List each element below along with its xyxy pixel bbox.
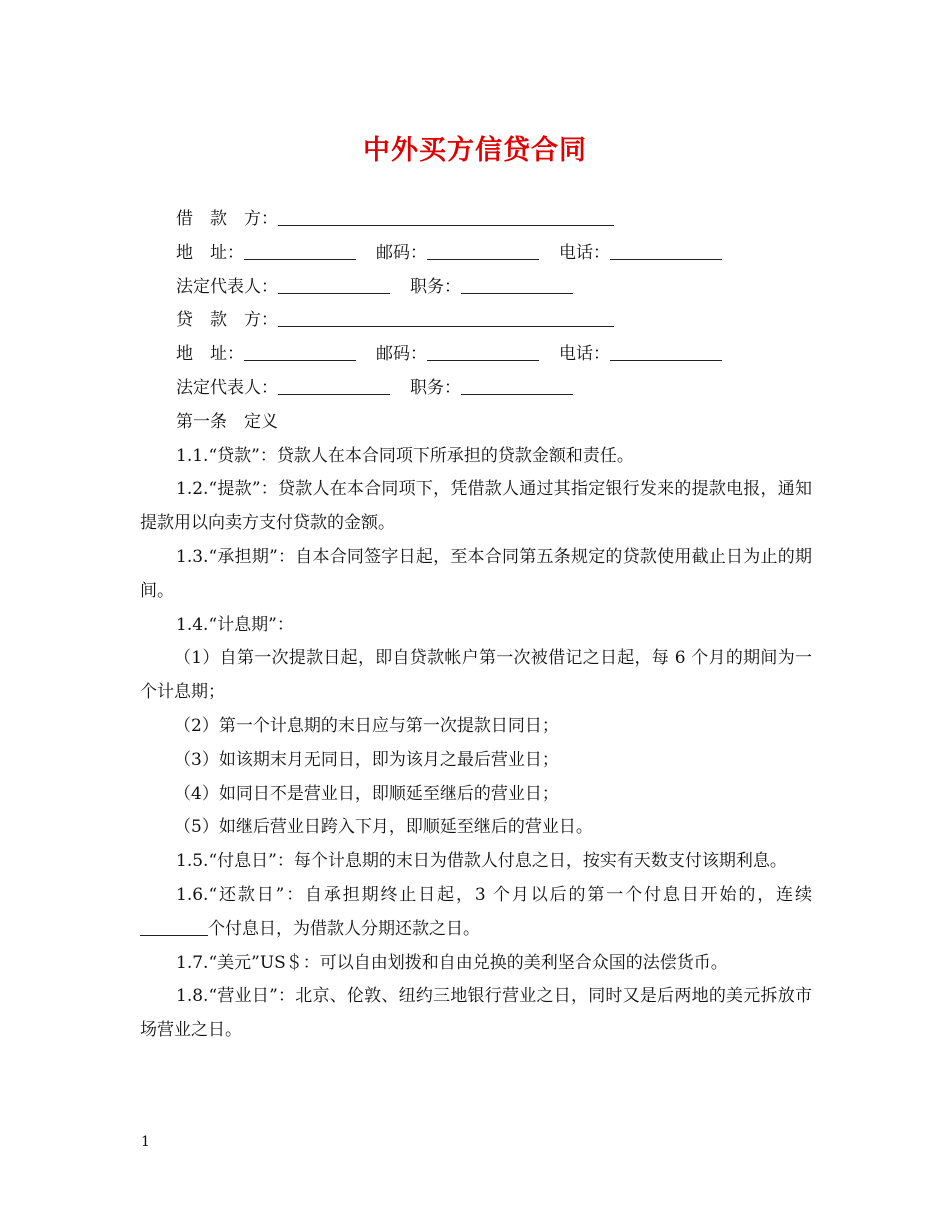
borrower-label: 借 款 方： — [176, 209, 278, 229]
definition-1-5: 1.5.“付息日”：每个计息期的末日为借款人付息之日，按实有天数支付该期利息。 — [176, 851, 787, 872]
definition-1-4: 1.4.“计息期”： — [176, 614, 294, 635]
position-label: 职务： — [410, 276, 461, 297]
definition-1-4-item: （2）第一个计息期的末日应与第一次提款日同日； — [174, 715, 559, 736]
legal-rep-label: 法定代表人： — [176, 276, 278, 297]
postcode-label: 邮码： — [376, 344, 427, 365]
definition-1-7: 1.7.“美元”US＄：可以自由划拨和自由兑换的美利坚合众国的法偿货币。 — [176, 952, 728, 973]
definition-1-4-item: （3）如该期末月无同日，即为该月之最后营业日； — [174, 749, 559, 770]
definition-1-4-item: （5）如继后营业日跨入下月，即顺延至继后的营业日。 — [174, 817, 593, 838]
position-blank[interactable] — [461, 374, 573, 395]
postcode-blank[interactable] — [427, 239, 539, 260]
postcode-label: 邮码： — [376, 242, 427, 263]
address-blank[interactable] — [244, 340, 356, 361]
definition-1-6 — [140, 879, 812, 947]
position-blank[interactable] — [461, 273, 573, 294]
legal-rep-blank[interactable] — [278, 273, 390, 294]
definition-1-4-item: （1）自第一次提款日起，即自贷款帐户第一次被借记之日起，每 6 个月的期间为一个计息期； — [140, 648, 812, 703]
postcode-blank[interactable] — [427, 340, 539, 361]
definition-1-1: 1.1.“贷款”：贷款人在本合同项下所承担的贷款金额和责任。 — [176, 445, 634, 466]
definition-1-3: 1.3.“承担期”：自本合同签字日起，至本合同第五条规定的贷款使用截止日为止的期间。 — [140, 546, 812, 601]
legal-rep-blank[interactable] — [278, 374, 390, 395]
position-label: 职务： — [410, 377, 461, 398]
definition-1-2: 1.2.“提款”：贷款人在本合同项下，凭借款人通过其指定银行发来的提款电报，通知提款用以向卖方支付贷款的金额。 — [140, 479, 812, 534]
address-blank[interactable] — [244, 239, 356, 260]
definition-1-6-after: 个付息日，为借款人分期还款之日。 — [208, 918, 480, 939]
legal-rep-label: 法定代表人： — [176, 377, 278, 398]
page-number: 1 — [141, 1134, 150, 1150]
phone-blank[interactable] — [610, 239, 722, 260]
contract-body — [140, 203, 812, 1048]
lender-row — [140, 304, 812, 338]
borrower-rep-row — [140, 271, 812, 305]
definition-1-8: 1.8.“营业日”：北京、伦敦、纽约三地银行营业之日，同时又是后两地的美元拆放市场营业之日。 — [140, 986, 812, 1041]
phone-blank[interactable] — [610, 340, 722, 361]
lender-address-row — [140, 338, 812, 372]
document-title: 中外买方信贷合同 — [363, 135, 587, 166]
lender-rep-row — [140, 372, 812, 406]
phone-label: 电话： — [559, 242, 610, 263]
definition-1-6-before: 1.6.“还款日”：自承担期终止日起，3 个月以后的第一个付息日开始的，连续 — [176, 884, 812, 905]
installment-count-blank[interactable] — [140, 915, 208, 936]
phone-label: 电话： — [559, 344, 610, 365]
definition-1-4-item: （4）如同日不是营业日，即顺延至继后的营业日； — [174, 783, 559, 804]
borrower-blank[interactable] — [278, 205, 614, 226]
borrower-address-row — [140, 237, 812, 271]
borrower-row — [140, 203, 812, 237]
address-label: 地 址： — [176, 242, 244, 263]
lender-blank[interactable] — [278, 306, 614, 327]
lender-label: 贷 款 方： — [176, 310, 278, 331]
address-label: 地 址： — [176, 344, 244, 365]
article-heading: 第一条 定义 — [176, 411, 278, 432]
